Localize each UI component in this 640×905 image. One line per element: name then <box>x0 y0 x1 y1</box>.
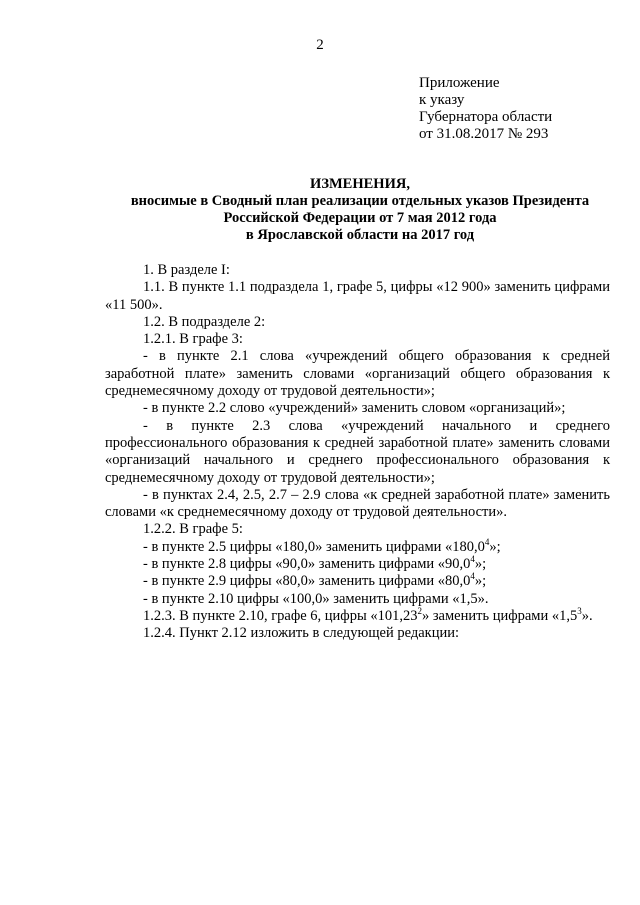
attachment-line-2: к указу <box>419 92 465 108</box>
paragraph-item-2-9-figures: - в пункте 2.9 цифры «80,0» заменить цифрами «80,0$^4$»; <box>143 571 487 590</box>
superscript: 3 <box>577 606 582 617</box>
paragraph-item-2-8-figures: - в пункте 2.8 цифры «90,0» заменить цифрами «90,0$^4$»; <box>143 554 487 573</box>
paragraph-1-2-4: 1.2.4. Пункт 2.12 изложить в следующей редакции: <box>143 625 460 642</box>
document-title <box>80 176 640 244</box>
paragraph-section-1: 1. В разделе I: <box>143 262 230 278</box>
superscript: 4 <box>470 554 475 565</box>
attachment-line-4: от 31.08.2017 № 293 <box>419 126 549 142</box>
paragraph-1-2-2: 1.2.2. В графе 5: <box>143 521 243 538</box>
superscript: 2 <box>417 606 422 617</box>
title-line-1: ИЗМЕНЕНИЯ, <box>310 176 410 192</box>
paragraph-1-2-3: 1.2.3. В пункте 2.10, графе 6, цифры «101,23$^2$» заменить цифрами «$1,5^3$». <box>143 606 593 624</box>
document-body <box>105 262 610 643</box>
title-line-3: Российской Федерации от 7 мая 2012 года <box>223 210 497 226</box>
attachment-line-3: Губернатора области <box>419 109 553 125</box>
superscript: 4 <box>484 536 490 547</box>
paragraph-item-2-1: - в пункте 2.1 слова «учреждений общего образования к средней заработной плате» заменить словами «организаций общего образования к среднемесячному доходу от трудовой деятельности»; <box>105 348 610 400</box>
paragraph-items-2-4-2-9: - в пунктах 2.4, 2.5, 2.7 – 2.9 слова «к средней заработной плате» заменить словами «к среднемесячному доходу от трудовой деятельности». <box>105 486 610 521</box>
paragraph-item-2-2: - в пункте 2.2 слово «учреждений» заменить словом «организаций»; <box>143 400 566 417</box>
paragraph-item-2-10-figures: - в пункте 2.10 цифры «100,0» заменить цифрами «1,5». <box>143 590 489 607</box>
page-number: 2 <box>316 37 324 53</box>
attachment-line-1: Приложение <box>419 75 500 91</box>
title-line-4: в Ярославской области на 2017 год <box>245 227 475 243</box>
paragraph-item-2-5-figures: - в пункте 2.5 цифры «180,0» заменить цифрами «180,0$^4$»; <box>143 536 501 555</box>
attachment-note <box>419 75 619 143</box>
paragraph-1-1: 1.1. В пункте 1.1 подраздела 1, графе 5, цифры «12 900» заменить цифрами «11 500». <box>105 279 610 313</box>
superscript: 4 <box>470 571 475 582</box>
paragraph-1-2: 1.2. В подразделе 2: <box>143 313 266 330</box>
paragraph-item-2-3: - в пункте 2.3 слова «учреждений начального и среднего профессионального образования к средней заработной плате» заменить словами «организаций начального и среднего профессионального образования к среднемесячному доходу от трудовой деятельности»; <box>105 417 610 486</box>
title-line-2: вносимые в Сводный план реализации отдельных указов Президента <box>130 193 590 209</box>
paragraph-1-2-1: 1.2.1. В графе 3: <box>143 331 243 348</box>
